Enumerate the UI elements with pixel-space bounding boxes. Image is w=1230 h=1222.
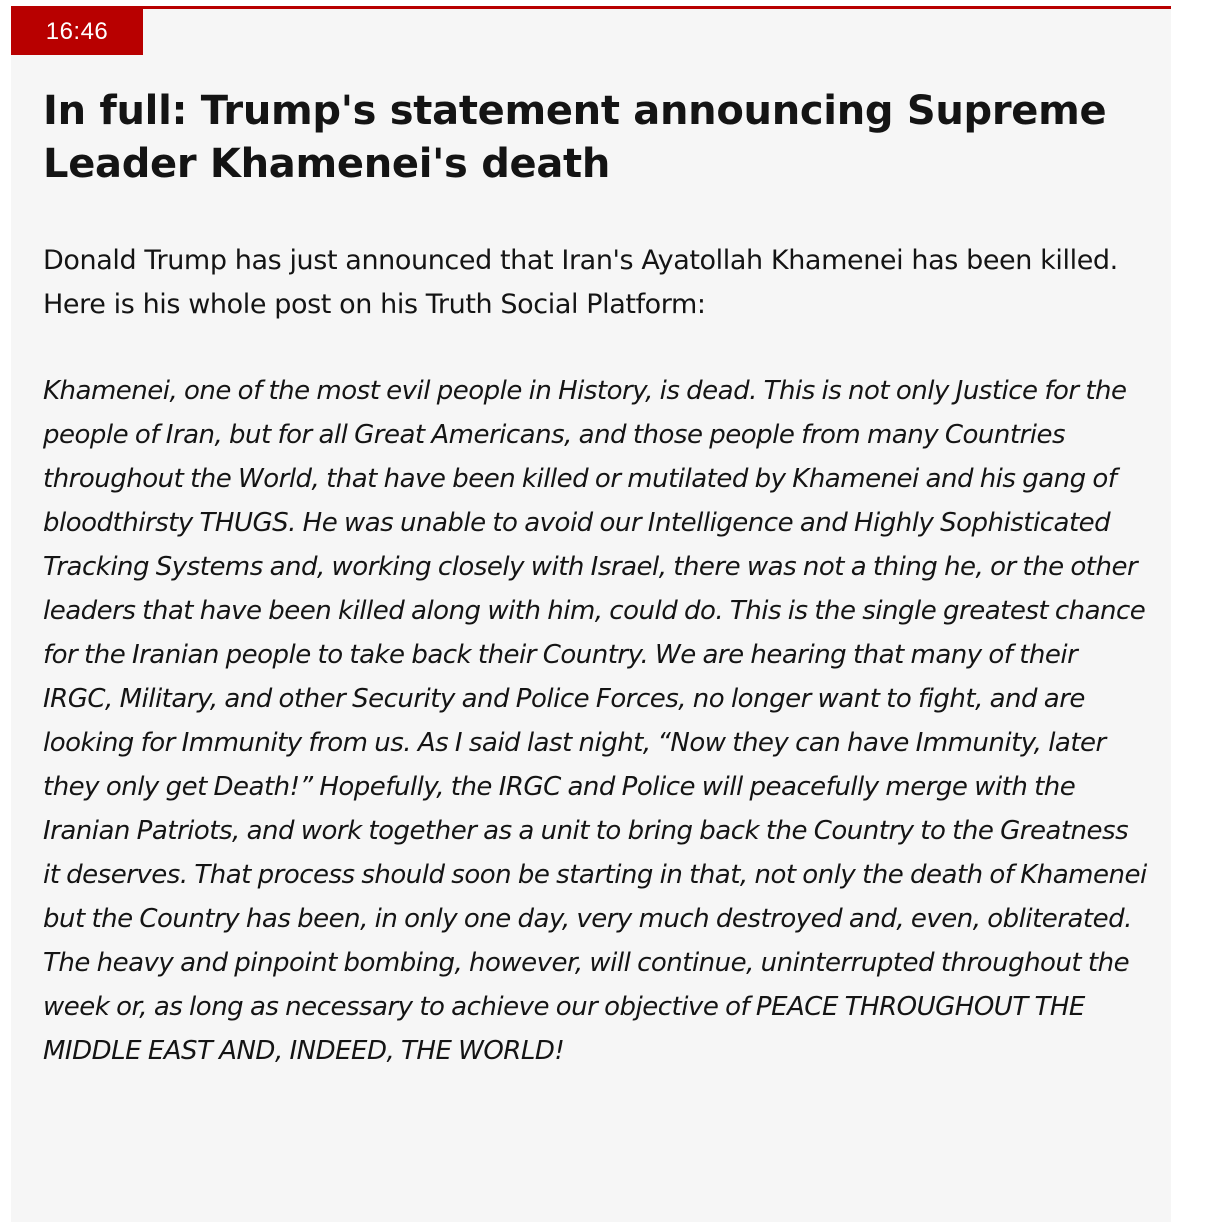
timestamp-badge: 16:46 [11, 9, 143, 55]
post-intro: Donald Trump has just announced that Iran's Ayatollah Khamenei has been killed. Here is his whole post on his Truth Social Platform: [43, 245, 1118, 320]
post-headline: In full: Trump's statement announcing Supreme Leader Khamenei's death [43, 88, 1107, 187]
live-post-card [11, 6, 1171, 1222]
post-quote: Khamenei, one of the most evil people in History, is dead. This is not only Justice for the people of Iran, but for all Great Americans, and those people from many Countries throughout the World, that have been killed or mutilated by Khamenei and his gang of bloodthirsty THUGS. He was unable to avoid our Intelligence and Highly Sophisticated Tracking Systems and, working closely with Israel, there was not a thing he, or the other leaders that have been killed along with him, could do. This is the single greatest chance for the Iranian people to take back their Country. We are hearing that many of their IRGC, Military, and other Security and Police Forces, no longer want to fight, and are looking for Immunity from us. As I said last night, “Now they can have Immunity, later they only get Death!” Hopefully, the IRGC and Police will peacefully merge with the Iranian Patriots, and work together as a unit to bring back the Country to the Greatness it deserves. That process should soon be starting in that, not only the death of Khamenei but the Country has been, in only one day, very much destroyed and, even, obliterated. The heavy and pinpoint bombing, however, will continue, uninterrupted throughout the week or, as long as necessary to achieve our objective of PEACE THROUGHOUT THE MIDDLE EAST AND, INDEED, THE WORLD! [43, 376, 1147, 1066]
